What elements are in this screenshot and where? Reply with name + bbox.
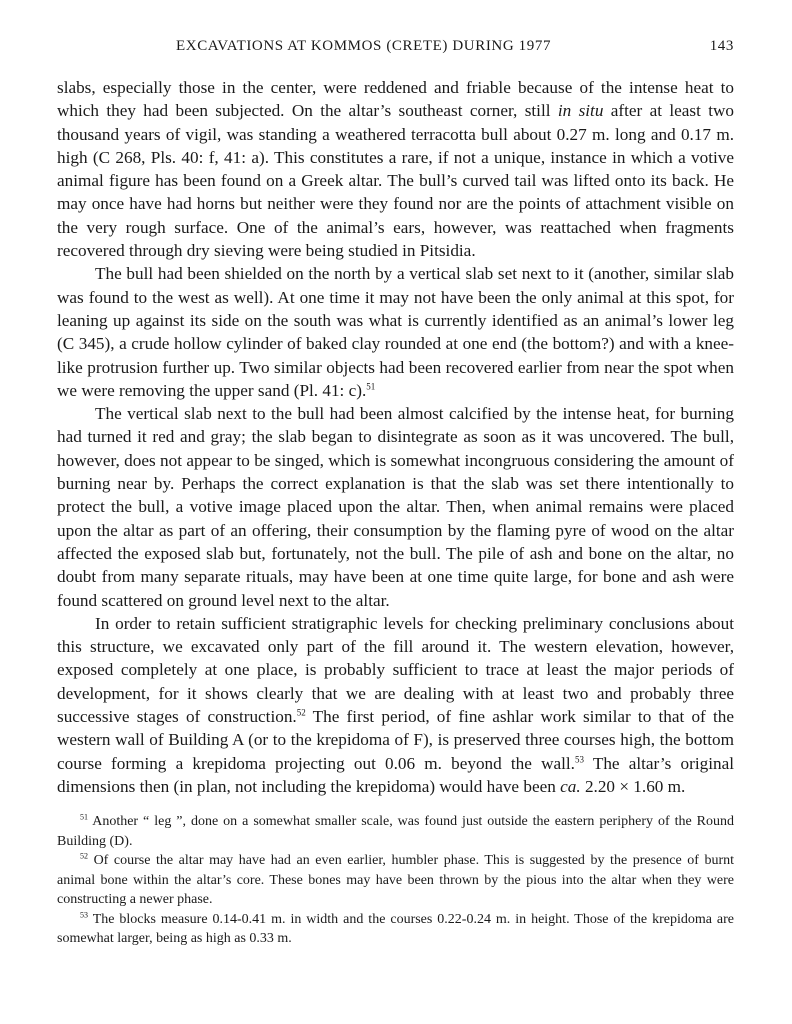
- italic-run: ca.: [560, 776, 581, 796]
- footnote-51: [57, 812, 734, 851]
- footnotes: [57, 812, 734, 949]
- footnote-52: [57, 851, 734, 910]
- footnote-text: Another “ leg ”, done on a somewhat smaller scale, was found just outside the eastern periphery of the Round Building (D).: [57, 814, 734, 849]
- running-title: EXCAVATIONS AT KOMMOS (CRETE) DURING 1977: [176, 38, 552, 54]
- page-number: 143: [709, 38, 734, 54]
- text-run: The bull had been shielded on the north by a vertical slab set next to it (another, similar slab was found to the west as well). At one time it may not have been the only animal at this spot, for leaning up against its side on the south was what is currently identified as an animal’s lower leg (C 345), a crude hollow cylinder of baked clay rounded at one end (the bottom?) and with a knee-like protrusion further up. Two similar objects had been recovered earlier from near the spot when we were removing the upper sand (Pl. 41: c).: [57, 264, 734, 400]
- footnote-text: The blocks measure 0.14-0.41 m. in width and the courses 0.22-0.24 m. in height. Those of the krepidoma are somewhat larger, being as high as 0.33 m.: [57, 911, 734, 947]
- footnote-ref-53: 53: [574, 753, 584, 764]
- paragraph-1: [57, 76, 734, 262]
- text-run: slabs, especially those in the center, were reddened and friable because of the intense heat to which they had been subjected. On the altar’s southeast corner, still: [57, 78, 734, 121]
- paragraph-2: [57, 262, 734, 402]
- page: [57, 38, 734, 949]
- footnote-ref-51: 51: [366, 381, 376, 392]
- text-run: 2.20 × 1.60 m.: [580, 776, 686, 796]
- footnote-number: 53: [80, 910, 88, 920]
- footnote-53: [57, 910, 734, 949]
- text-run: In order to retain sufficient stratigraphic levels for checking preliminary conclusions about this structure, we excavated only part of the fill around it. The western elevation, however, exposed completely at one place, is probably sufficient to trace at least the major periods of development, for it shows clearly that we are dealing with at least two and probably three successive stages of construction.: [57, 613, 734, 727]
- body-text: [57, 76, 734, 798]
- running-head: [57, 38, 734, 62]
- paragraph-3: [57, 402, 734, 612]
- text-run: The first period, of fine ashlar work similar to that of the western wall of Building A (or to the krepidoma of F), is preserved three courses high, the bottom course forming a krepidoma projecting out 0.06 m. beyond the wall.: [57, 707, 734, 773]
- italic-run: in situ: [557, 101, 604, 121]
- paragraph-4: [57, 612, 734, 798]
- footnote-text: Of course the altar may have had an even earlier, humbler phase. This is suggested by the presence of burnt animal bone within the altar’s core. These bones may have been thrown by the pious into the altar when they were constructing a newer phase.: [57, 853, 735, 908]
- footnote-number: 51: [80, 812, 88, 822]
- footnote-ref-52: 52: [296, 707, 306, 718]
- footnote-number: 52: [80, 851, 88, 861]
- text-run: The vertical slab next to the bull had been almost calcified by the intense heat, for burning had turned it red and gray; the slab began to disintegrate as soon as it was uncovered. The bull, however, does not appear to be singed, which is somewhat incongruous considering the amount of burning near by. Perhaps the correct explanation is that the slab was set there intentionally to protect the bull, a votive image placed upon the altar. Then, when animal remains were placed upon the altar as part of an offering, their consumption by the flaming pyre of wood on the altar affected the exposed slab but, fortunately, not the bull. The pile of ash and bone on the altar, no doubt from many separate rituals, may have been at one time quite large, for bone and ash were found scattered on ground level next to the altar.: [57, 404, 734, 610]
- text-run: after at least two thousand years of vigil, was standing a weathered terracotta bull about 0.27 m. long and 0.17 m. high (C 268, Pls. 40: f, 41: a). This constitutes a rare, if not a unique, instance in which a votive animal figure has been found on a Greek altar. The bull’s curved tail was lifted onto its back. He may once have had horns but neither were they found nor are the points of attachment visible on the very rough surface. One of the animal’s ears, however, was reattached when fragments recovered through dry sieving were being studied in Pitsidia.: [57, 101, 735, 261]
- text-run: The altar’s original dimensions then (in plan, not including the krepidoma) would have been: [57, 753, 734, 796]
